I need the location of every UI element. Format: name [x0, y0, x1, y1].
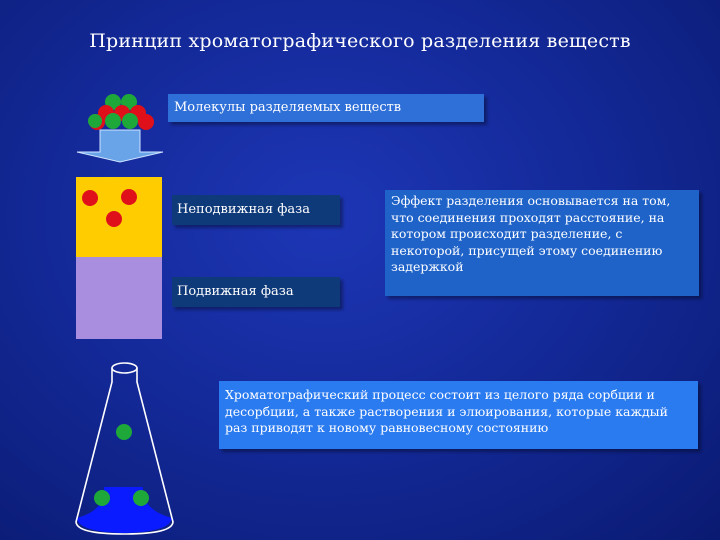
mobile-phase-block [76, 257, 162, 339]
molecule-red [106, 211, 122, 227]
molecule-red [138, 114, 154, 130]
molecule-green [94, 490, 110, 506]
mobile-phase-label: Подвижная фаза [172, 277, 340, 307]
down-arrow-icon [77, 130, 163, 162]
flask-icon [76, 363, 173, 534]
chromatographic-process-note: Хроматографический процесс состоит из целого ряда сорбции и десорбции, а также растворения и элюирования, которые каждый раз приводят к новому равновесному состоянию [219, 381, 698, 449]
slide-title: Принцип хроматографического разделения веществ [89, 30, 631, 52]
molecule-red [82, 190, 98, 206]
stationary-phase-label: Неподвижная фаза [172, 195, 340, 225]
molecule-red [121, 189, 137, 205]
molecule-green [122, 113, 138, 129]
molecule-green [133, 490, 149, 506]
molecules-label: Молекулы разделяемых веществ [168, 94, 484, 122]
molecule-green [105, 113, 121, 129]
molecule-cluster [88, 94, 154, 130]
molecule-green [116, 424, 132, 440]
separation-effect-note: Эффект разделения основывается на том, что соединения проходят расстояние, на котором происходит разделение, с некоторой, присущей этому соединению задержкой [385, 190, 699, 296]
molecule-green [88, 114, 102, 128]
